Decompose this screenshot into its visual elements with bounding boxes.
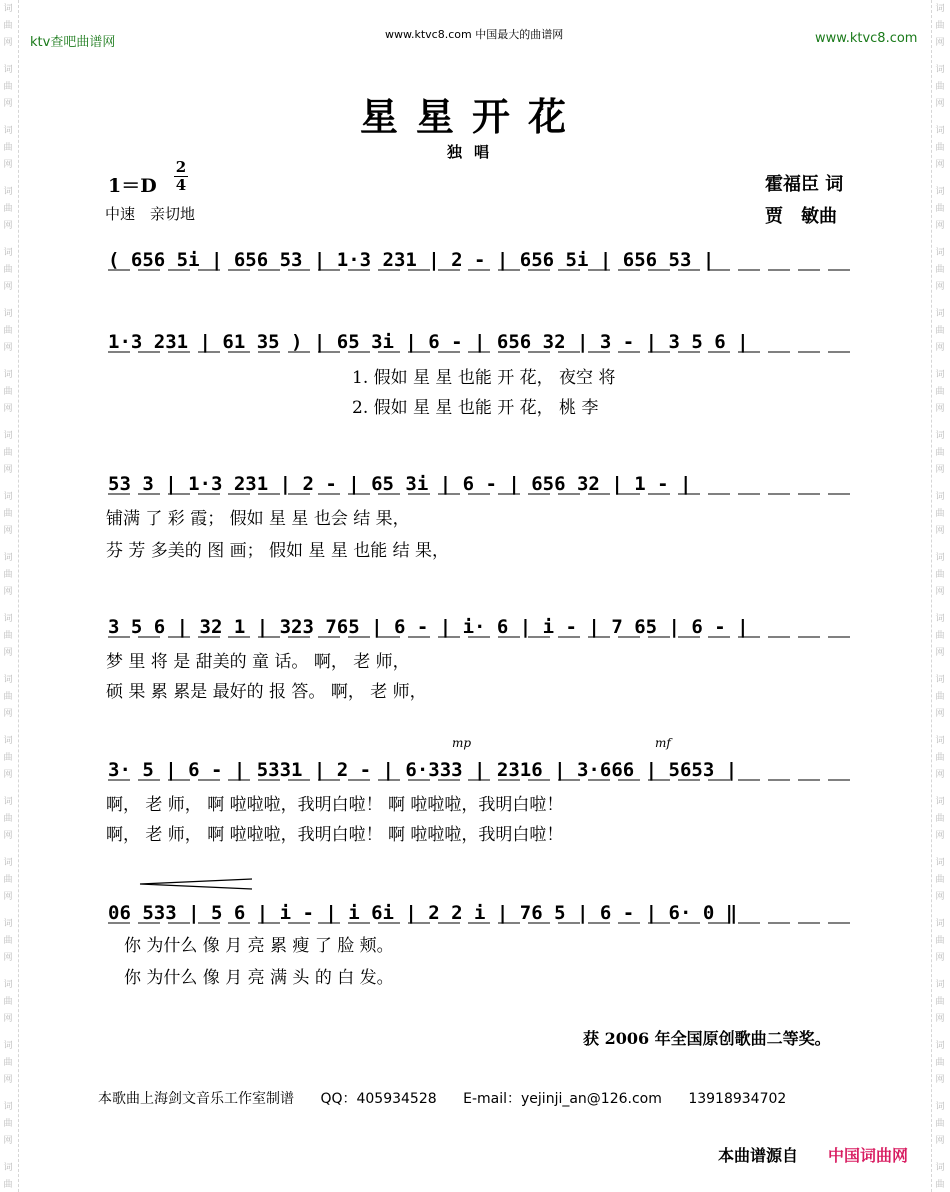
watermark-glyph: 曲: [3, 143, 13, 153]
watermark-glyph: 曲: [3, 997, 13, 1007]
watermark-glyph: 词: [3, 65, 13, 75]
watermark-glyph: 曲: [3, 21, 13, 31]
watermark-glyph: 网: [3, 1014, 13, 1024]
system-5-lyrics-verse-1: 啊， 老 师， 啊 啦啦啦，我明白啦！ 啊 啦啦啦，我明白啦！: [106, 795, 564, 815]
watermark-glyph: 曲: [3, 936, 13, 946]
watermark-glyph: 网: [3, 99, 13, 109]
watermark-glyph: 词: [935, 65, 945, 75]
header-left-link[interactable]: ktv查吧曲谱网: [30, 35, 116, 50]
footer-phone: 13918934702: [688, 1091, 787, 1107]
watermark-glyph: 词: [935, 919, 945, 929]
watermark-glyph: 词: [935, 614, 945, 624]
watermark-glyph: 网: [3, 770, 13, 780]
watermark-glyph: 网: [935, 282, 945, 292]
watermark-glyph: 网: [935, 160, 945, 170]
watermark-glyph: 网: [3, 953, 13, 963]
watermark-glyph: 曲: [935, 265, 945, 275]
watermark-glyph: 网: [3, 1075, 13, 1085]
watermark-glyph: 网: [3, 709, 13, 719]
watermark-glyph: 词: [935, 858, 945, 868]
watermark-glyph: 网: [935, 587, 945, 597]
system-2-notes: 1·3 231 | 61 35 ) | 65 3i | 6 - | 656 32 | 3 - | 3 5 6 |: [108, 331, 749, 353]
watermark-glyph: 词: [3, 126, 13, 136]
watermark-glyph: 词: [935, 126, 945, 136]
watermark-glyph: 网: [935, 38, 945, 48]
watermark-glyph: 网: [935, 709, 945, 719]
watermark-glyph: 网: [935, 831, 945, 841]
watermark-glyph: 网: [3, 221, 13, 231]
watermark-glyph: 词: [3, 736, 13, 746]
song-subtitle: 独唱: [447, 143, 502, 161]
tempo-marking: 中速 亲切地: [105, 205, 196, 223]
system-3-lyrics-verse-2: 芬 芳 多美的 图 画； 假如 星 星 也能 结 果，: [106, 541, 450, 561]
watermark-glyph: 词: [3, 1041, 13, 1051]
decrescendo-hairpin: [140, 879, 252, 889]
song-title: 星星开花: [360, 94, 585, 139]
watermark-glyph: 词: [3, 1163, 13, 1173]
watermark-glyph: 曲: [935, 1119, 945, 1129]
watermark-glyph: 曲: [3, 1119, 13, 1129]
watermark-glyph: 词: [3, 4, 13, 14]
watermark-glyph: 曲: [3, 814, 13, 824]
watermark-glyph: 网: [935, 465, 945, 475]
watermark-glyph: 词: [3, 797, 13, 807]
watermark-glyph: 网: [935, 221, 945, 231]
watermark-glyph: 词: [935, 553, 945, 563]
watermark-glyph: 网: [935, 99, 945, 109]
system-1-notes: ( 656 5i | 656 53 | 1·3 231 | 2 - | 656 5i | 656 53 |: [108, 249, 715, 271]
watermark-glyph: 曲: [3, 204, 13, 214]
watermark-glyph: 曲: [3, 326, 13, 336]
watermark-glyph: 网: [935, 770, 945, 780]
watermark-glyph: 词: [935, 492, 945, 502]
watermark-glyph: 曲: [3, 1180, 13, 1190]
watermark-glyph: 曲: [935, 692, 945, 702]
lyricist-credit: 霍福臣 词: [765, 174, 844, 195]
watermark-glyph: 词: [3, 309, 13, 319]
watermark-glyph: 曲: [935, 570, 945, 580]
watermark-glyph: 词: [935, 1102, 945, 1112]
watermark-glyph: 词: [3, 1102, 13, 1112]
footer-email[interactable]: E-mail：yejinji_an@126.com: [463, 1091, 662, 1107]
system-6-lyrics-verse-1: 你 为什么 像 月 亮 累 瘦 了 脸 颊。: [124, 936, 394, 956]
watermark-glyph: 网: [935, 953, 945, 963]
watermark-glyph: 词: [935, 187, 945, 197]
watermark-glyph: 网: [935, 892, 945, 902]
footer-qq: QQ：405934528: [320, 1091, 437, 1107]
watermark-glyph: 词: [935, 4, 945, 14]
watermark-glyph: 曲: [3, 265, 13, 275]
watermark-glyph: 曲: [935, 753, 945, 763]
system-6-lyrics-verse-2: 你 为什么 像 月 亮 满 头 的 白 发。: [124, 968, 394, 988]
watermark-glyph: 曲: [3, 570, 13, 580]
watermark-glyph: 词: [3, 980, 13, 990]
watermark-glyph: 词: [935, 675, 945, 685]
watermark-glyph: 网: [3, 160, 13, 170]
watermark-glyph: 网: [3, 587, 13, 597]
watermark-glyph: 曲: [3, 631, 13, 641]
watermark-glyph: 词: [935, 1163, 945, 1173]
watermark-glyph: 网: [935, 1014, 945, 1024]
watermark-glyph: 网: [3, 404, 13, 414]
watermark-glyph: 词: [3, 187, 13, 197]
watermark-glyph: 词: [935, 370, 945, 380]
watermark-glyph: 曲: [935, 936, 945, 946]
watermark-glyph: 词: [935, 980, 945, 990]
watermark-glyph: 网: [935, 343, 945, 353]
watermark-glyph: 曲: [935, 143, 945, 153]
system-4-lyrics-verse-2: 硕 果 累 累是 最好的 报 答。 啊， 老 师，: [106, 682, 427, 702]
watermark-glyph: 曲: [935, 1180, 945, 1190]
watermark-glyph: 词: [935, 431, 945, 441]
watermark-glyph: 曲: [3, 82, 13, 92]
watermark-glyph: 词: [935, 309, 945, 319]
watermark-glyph: 曲: [935, 997, 945, 1007]
watermark-glyph: 曲: [935, 82, 945, 92]
watermark-glyph: 网: [935, 1075, 945, 1085]
system-2-lyrics-verse-1: 1. 假如 星 星 也能 开 花， 夜空 将: [352, 368, 616, 388]
watermark-glyph: 网: [3, 465, 13, 475]
header-center-text: www.ktvc8.com 中国最大的曲谱网: [385, 28, 564, 41]
watermark-glyph: 词: [935, 797, 945, 807]
key-signature: 1＝D: [108, 175, 157, 197]
award-note: 获 2006 年全国原创歌曲二等奖。: [583, 1029, 831, 1048]
watermark-glyph: 曲: [3, 387, 13, 397]
watermark-glyph: 词: [3, 248, 13, 258]
watermark-glyph: 曲: [3, 875, 13, 885]
watermark-glyph: 词: [935, 1041, 945, 1051]
watermark-glyph: 曲: [935, 448, 945, 458]
watermark-glyph: 网: [3, 648, 13, 658]
watermark-glyph: 网: [935, 404, 945, 414]
watermark-glyph: 曲: [935, 509, 945, 519]
dynamic-mp: mp: [452, 736, 472, 750]
watermark-glyph: 网: [935, 648, 945, 658]
watermark-glyph: 曲: [3, 1058, 13, 1068]
system-3-notes: 53 3 | 1·3 231 | 2 - | 65 3i | 6 - | 656 32 | 1 - |: [108, 473, 692, 495]
footer-info: [98, 1088, 808, 1108]
time-signature-bottom: 4: [175, 176, 187, 194]
watermark-glyph: 网: [3, 343, 13, 353]
watermark-glyph: 曲: [3, 692, 13, 702]
watermark-glyph: 词: [3, 431, 13, 441]
watermark-glyph: 词: [3, 675, 13, 685]
watermark-glyph: 曲: [935, 814, 945, 824]
watermark-glyph: 词: [3, 614, 13, 624]
watermark-glyph: 曲: [935, 631, 945, 641]
watermark-glyph: 曲: [3, 448, 13, 458]
watermark-glyph: 词: [3, 858, 13, 868]
watermark-glyph: 词: [935, 248, 945, 258]
system-4-lyrics-verse-1: 梦 里 将 是 甜美的 童 话。 啊， 老 师，: [106, 652, 410, 672]
watermark-glyph: 网: [3, 282, 13, 292]
composer-credit: 贾 敏曲: [765, 206, 837, 227]
dynamic-mf: mf: [655, 736, 671, 750]
time-signature-top: 2: [175, 158, 187, 176]
watermark-glyph: 网: [935, 526, 945, 536]
system-3-lyrics-verse-1: 铺满 了 彩 霞； 假如 星 星 也会 结 果，: [106, 509, 410, 529]
system-5-notes: 3· 5 | 6 - | 5331 | 2 - | 6·333 | 2316 | 3·666 | 5653 |: [108, 759, 738, 781]
system-6-notes: 06 533 | 5 6 | i - | i 6i | 2 2 i | 76 5 | 6 - | 6· 0 ‖: [108, 902, 738, 924]
watermark-glyph: 词: [3, 553, 13, 563]
watermark-glyph: 网: [3, 892, 13, 902]
watermark-glyph: 曲: [935, 21, 945, 31]
watermark-glyph: 网: [3, 831, 13, 841]
watermark-glyph: 网: [3, 38, 13, 48]
system-5-lyrics-verse-2: 啊， 老 师， 啊 啦啦啦，我明白啦！ 啊 啦啦啦，我明白啦！: [106, 825, 564, 845]
watermark-glyph: 曲: [935, 875, 945, 885]
watermark-glyph: 曲: [3, 753, 13, 763]
watermark-glyph: 词: [3, 492, 13, 502]
watermark-glyph: 曲: [935, 326, 945, 336]
watermark-glyph: 网: [3, 526, 13, 536]
footer-studio: 本歌曲上海剑文音乐工作室制谱: [98, 1091, 294, 1107]
source-label: 本曲谱源自: [718, 1146, 799, 1165]
header-right-link[interactable]: www.ktvc8.com: [815, 31, 918, 46]
watermark-glyph: 词: [3, 370, 13, 380]
watermark-glyph: 曲: [935, 387, 945, 397]
watermark-glyph: 网: [3, 1136, 13, 1146]
watermark-glyph: 词: [3, 919, 13, 929]
watermark-glyph: 网: [935, 1136, 945, 1146]
system-4-notes: 3 5 6 | 32 1 | 323 765 | 6 - | i· 6 | i - | 7 65 | 6 - |: [108, 616, 749, 638]
source-link[interactable]: 中国词曲网: [828, 1146, 909, 1165]
watermark-glyph: 曲: [935, 1058, 945, 1068]
watermark-glyph: 曲: [3, 509, 13, 519]
system-2-lyrics-verse-2: 2. 假如 星 星 也能 开 花， 桃 李: [352, 398, 599, 418]
watermark-glyph: 词: [935, 736, 945, 746]
watermark-glyph: 曲: [935, 204, 945, 214]
